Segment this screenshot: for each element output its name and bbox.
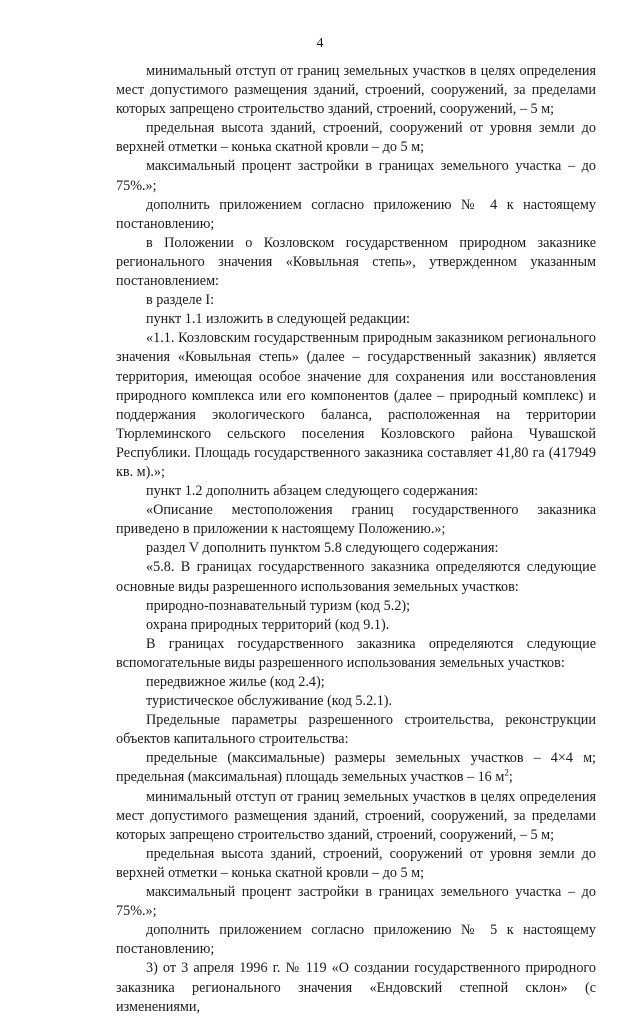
- paragraph: «5.8. В границах государственного заказника определяются следующие основные виды разрешенного использования земельных участков:: [116, 559, 596, 595]
- plot-size-tail: ;: [508, 769, 513, 786]
- paragraph: туристическое обслуживание (код 5.2.1).: [146, 693, 393, 710]
- paragraph: передвижное жилье (код 2.4);: [146, 674, 325, 690]
- paragraph: «Описание местоположения границ государственного заказника приведено в приложении к настоящему Положению.»;: [116, 502, 596, 538]
- paragraph: природно-познавательный туризм (код 5.2);: [146, 597, 411, 614]
- paragraph: в разделе I:: [146, 292, 215, 309]
- paragraph: Предельные параметры разрешенного строительства, реконструкции объектов капитального строительства:: [116, 712, 596, 748]
- page-number: 4: [316, 36, 324, 51]
- paragraph: В границах государственного заказника определяются следующие вспомогательные виды разрешенного использования земельных участков:: [116, 635, 596, 671]
- superscript: 2: [504, 767, 509, 778]
- paragraph: минимальный отступ от границ земельных участков в целях определения мест допустимого размещения зданий, строений, сооружений, за пределами которых запрещено строительство зданий, строений, сооружений, – 5 м;: [116, 788, 596, 843]
- paragraph: охрана природных территорий (код 9.1).: [146, 616, 390, 633]
- paragraph: пункт 1.1 изложить в следующей редакции:: [146, 311, 410, 328]
- paragraph: максимальный процент застройки в границах земельного участка – до 75%.»;: [116, 884, 596, 920]
- paragraph: максимальный процент застройки в границах земельного участка – до 75%.»;: [116, 158, 596, 194]
- paragraph-plot-size: [116, 749, 596, 787]
- paragraph: раздел V дополнить пунктом 5.8 следующего содержания:: [146, 540, 499, 557]
- paragraph: минимальный отступ от границ земельных участков в целях определения мест допустимого размещения зданий, строений, сооружений, за пределами которых запрещено строительство зданий, строений, сооружений, – 5 м;: [116, 63, 596, 118]
- paragraph: дополнить приложением согласно приложению № 5 к настоящему постановлению;: [116, 922, 596, 958]
- paragraph: предельная высота зданий, строений, сооружений от уровня земли до верхней отметки – конька скатной кровли – до 5 м;: [116, 845, 596, 881]
- paragraph: дополнить приложением согласно приложению № 4 к настоящему постановлению;: [116, 196, 596, 232]
- paragraph: предельная высота зданий, строений, сооружений от уровня земли до верхней отметки – конька скатной кровли – до 5 м;: [116, 120, 596, 156]
- paragraph: «1.1. Козловским государственным природным заказником регионального значения «Ковыльная степь» (далее – государственный заказник) является территория, имеющая особое значение для сохранения или восстановления природного комплекса или его компонентов (далее – природный комплекс) и поддержания экологического баланса, расположенная на территории Тюрлеминского сельского поселения Козловского района Чувашской Республики. Площадь государственного заказника составляет 41,80 га (417949 кв. м).»;: [116, 330, 596, 480]
- document-body: [116, 62, 596, 1017]
- paragraph: в Положении о Козловском государственном природном заказнике регионального значения «Ковыльная степь», утвержденном указанным постановлением:: [116, 234, 596, 290]
- plot-size-text: предельные (максимальные) размеры земельных участков – 4×4 м; предельная (максимальная) площадь земельных участков – 16 м: [116, 750, 596, 786]
- paragraph: пункт 1.2 дополнить абзацем следующего содержания:: [146, 483, 479, 500]
- paragraph: 3) от 3 апреля 1996 г. № 119 «О создании государственного природного заказника регионального значения «Ендовский степной склон» (с изменениями,: [116, 960, 596, 1015]
